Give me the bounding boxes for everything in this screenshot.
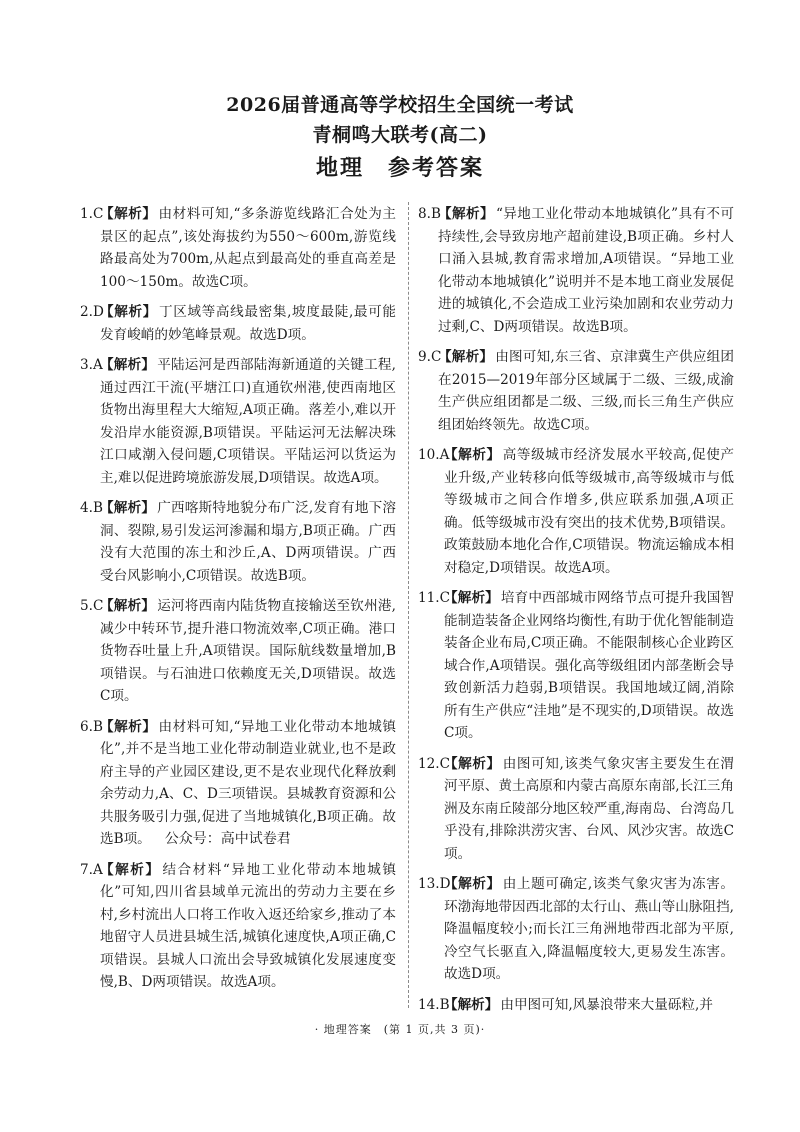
analysis-tag: 【解析】 (100, 598, 156, 614)
answer-text: “异地工业化带动本地城镇化”具有不可持续性,会导致房地产超前建设,B项正确。乡村人口涌入县城,教育需求增加,A项错误。“异地工业化带动本地城镇化”说明并不是本地工商业发展促进的城镇化,不会造成工业污染加剧和农业劳动力过剩,C、D两项错误。故选B项。 (438, 206, 735, 335)
analysis-tag: 【解析】 (100, 304, 157, 320)
answer-item-4 (80, 497, 396, 587)
answer-item-9 (418, 346, 734, 436)
answer-number: 5.C (80, 598, 104, 614)
answer-text: 高等级城市经济发展水平较高,促使产业升级,产业转移向低等级城市,高等级城市与低等级城市之间合作增多,供应联系加强,A项正确。低等级城市没有突出的技术优势,B项错误。政策鼓励本地化合作,C项错误。物流运输成本相对稳定,D项错误。故选A项。 (444, 447, 734, 576)
answer-number: 3.A (80, 357, 103, 373)
analysis-tag: 【解析】 (444, 590, 499, 606)
answer-text: 由甲图可知,风暴浪带来大量砾粒,并 (500, 996, 713, 1013)
answer-item-6 (80, 716, 396, 851)
answer-text: 由材料可知,“异地工业化带动本地城镇化”,并不是当地工业化带动制造业就业,也不是政府主导的产业园区建设,更不是农业现代化释放剩余劳动力,A、C、D三项错误。县城教育资源和公共服务吸引力强,促进了当地城镇化,B项正确。故选B项。 (100, 718, 396, 847)
answer-item-2 (80, 301, 396, 346)
answer-item-12 (418, 753, 734, 866)
right-column (418, 203, 734, 1024)
analysis-tag: 【解析】 (444, 755, 501, 772)
answer-text: 由图可知,东三省、京津冀生产供应组团在2015—2019年部分区域属于二级、三级,成渝生产供应组团都是二级、三级,而长三角生产供应组团始终领先。故选C项。 (438, 349, 735, 433)
analysis-tag: 【解析】 (444, 447, 501, 463)
answer-number: 2.D (80, 304, 104, 320)
answer-item-14 (418, 994, 734, 1017)
answer-text: 由上题可确定,该类气象灾害为冻害。环渤海地带因西北部的太行山、燕山等山脉阻挡,降温幅度较小;而长江三角洲地带西北部为平原,冷空气长驱直入,降温幅度较大,更易发生冻害。故选D项。 (444, 876, 734, 982)
answer-number: 10.A (418, 447, 450, 463)
analysis-tag: 【解析】 (100, 500, 156, 516)
answer-text: 平陆运河是西部陆海新通道的关键工程,通过西江干流(平塘江口)直通钦州港,使西南地区货物出海里程大大缩短,A项正确。落差小,难以开发沿岸水能资源,B项错误。平陆运河无法解决珠江口咸潮入侵问题,C项错误。平陆运河以货运为主,难以促进跨境旅游发展,D项错误。故选A项。 (100, 357, 397, 486)
answer-item-1 (80, 203, 396, 293)
answer-number: 9.C (418, 349, 442, 365)
answer-item-11 (418, 587, 734, 745)
answer-number: 1.C (80, 206, 104, 222)
answer-item-10 (418, 444, 734, 579)
answer-number: 12.C (418, 755, 451, 772)
answer-text: 由材料可知,“多条游览线路汇合处为主景区的起点”,该处海拔约为550～600m,游览线路最高处为700m,从起点到最高处的垂直高差是100～150m。故选C项。 (100, 206, 396, 290)
answer-number: 7.A (80, 861, 103, 878)
answer-item-13 (418, 873, 734, 986)
answer-number: 4.B (80, 500, 103, 516)
answer-item-5 (80, 595, 396, 708)
answer-number: 13.D (418, 876, 451, 892)
answer-text: 运河将西南内陆货物直接输送至钦州港,减少中转环节,提升港口物流效率,C项正确。港口货物吞吐量上升,A项错误。国际航线数量增加,B项错误。与石油进口依赖度无关,D项错误。故选C项。 (100, 598, 397, 704)
watermark-text: 公众号：高中试卷君 (164, 831, 291, 847)
exam-title: 2026届普通高等学校招生全国统一考试 (226, 94, 574, 116)
answer-item-3 (80, 354, 396, 489)
answer-item-8 (418, 203, 734, 338)
answer-text: 广西喀斯特地貌分布广泛,发育有地下溶洞、裂隙,易引发运河渗漏和塌方,B项正确。广西没有大范围的冻土和沙丘,A、D两项错误。广西受台风影响小,C项错误。故选B项。 (100, 500, 397, 584)
analysis-tag: 【解析】 (100, 206, 157, 222)
answer-number: 14.B (418, 996, 450, 1013)
page-footer: · 地理答案 (第 1 页,共 3 页)· (314, 1023, 486, 1036)
answer-number: 6.B (80, 718, 103, 735)
answer-number: 8.B (418, 206, 441, 222)
answer-text: 丁区域等高线最密集,坡度最陡,最可能发育峻峭的妙笔峰景观。故选D项。 (100, 304, 396, 343)
answer-text: 由图可知,该类气象灾害主要发生在渭河平原、黄土高原和内蒙古高原东南部,长江三角洲及东南丘陵部分地区较严重,海南岛、台湾岛几乎没有,排除洪涝灾害、台风、风沙灾害。故选C项。 (444, 755, 734, 862)
answer-text: 结合材料“异地工业化带动本地城镇化”可知,四川省县域单元流出的劳动力主要在乡村,乡村流出人口将工作收入返还给家乡,推动了本地留守人员进县城生活,城镇化速度快,A项正确,C项错误。县城人口流出会导致城镇化发展速度变慢,B、D两项错误。故选A项。 (100, 861, 397, 990)
analysis-tag: 【解析】 (444, 996, 499, 1013)
column-divider (408, 202, 409, 1008)
analysis-tag: 【解析】 (100, 861, 161, 878)
answer-text: 培育中西部城市网络节点可提升我国智能制造装备企业网络均衡性,有助于优化智能制造装备企业布局,C项正确。不能限制核心企业跨区域合作,A项错误。强化高等级组团内部垄断会导致创新活力趋弱,B项错误。我国地域辽阔,消除所有生产供应“洼地”是不现实的,D项错误。故选C项。 (444, 590, 735, 741)
exam-subtitle: 青桐鸣大联考(高二) (312, 124, 488, 146)
analysis-tag: 【解析】 (100, 357, 156, 373)
analysis-tag: 【解析】 (438, 349, 494, 365)
answer-number: 11.C (418, 590, 451, 606)
subject-heading: 地理 参考答案 (315, 155, 484, 181)
left-column (80, 203, 396, 1002)
analysis-tag: 【解析】 (444, 876, 501, 892)
analysis-tag: 【解析】 (100, 718, 157, 735)
analysis-tag: 【解析】 (438, 206, 494, 222)
answer-item-7 (80, 859, 396, 994)
